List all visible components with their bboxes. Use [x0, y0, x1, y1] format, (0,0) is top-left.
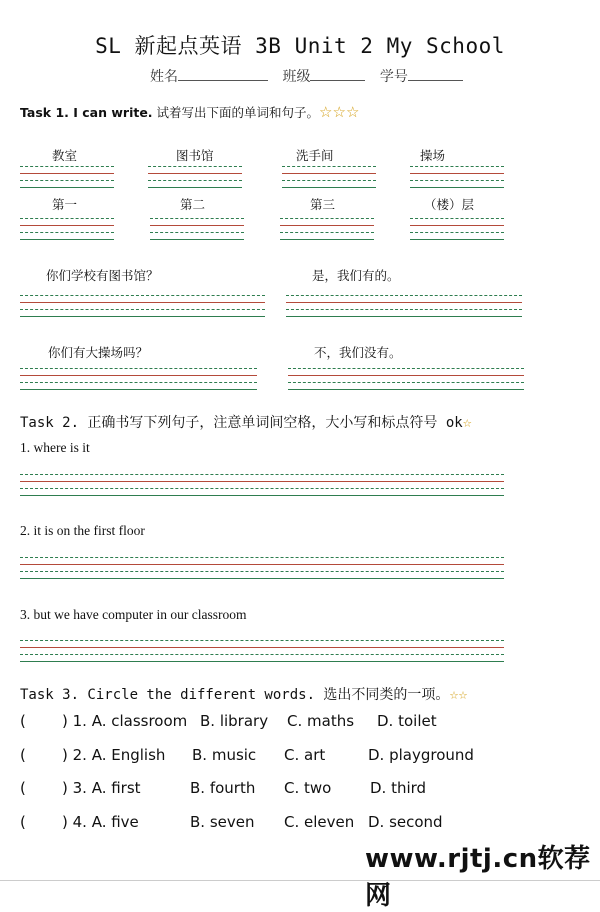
- option-d: D. playground: [368, 746, 474, 764]
- option-b: B. seven: [190, 813, 255, 831]
- writing-lines[interactable]: [20, 295, 265, 323]
- task2-item-3: 3. but we have computer in our classroom: [20, 607, 247, 622]
- worksheet-title: SL 新起点英语 3B Unit 2 My School: [95, 34, 505, 58]
- writing-lines[interactable]: [286, 295, 522, 323]
- question-number-option-a: ) 1. A. classroom: [62, 712, 188, 730]
- site-watermark: www.rjtj.cn软荐网: [365, 844, 591, 911]
- page-divider: [0, 880, 600, 881]
- answer-bracket[interactable]: (: [20, 746, 26, 764]
- answer-bracket[interactable]: (: [20, 712, 26, 730]
- sentence-cn-2: 是，我们有的。: [312, 268, 400, 283]
- writing-lines[interactable]: [20, 640, 504, 668]
- answer-bracket[interactable]: (: [20, 779, 26, 797]
- option-c: C. two: [284, 779, 332, 797]
- task2-heading: [20, 412, 472, 432]
- word-classroom: 教室: [52, 148, 78, 163]
- task2-item-2: 2. it is on the first floor: [20, 523, 145, 538]
- writing-lines[interactable]: [410, 218, 504, 246]
- option-c: C. art: [284, 746, 326, 764]
- student-info-bar: [150, 66, 473, 86]
- task3-heading: [20, 684, 468, 704]
- writing-lines[interactable]: [20, 166, 114, 194]
- task3-heading-text: Task 3. Circle the different words. 选出不同类的一项。: [20, 687, 450, 703]
- question-number-option-a: ) 3. A. first: [62, 779, 141, 797]
- number-label: 学号: [379, 69, 408, 85]
- writing-lines[interactable]: [282, 166, 376, 194]
- word-floor: （楼）层: [424, 197, 475, 212]
- option-b: B. music: [192, 746, 257, 764]
- question-number-option-a: ) 4. A. five: [62, 813, 139, 831]
- writing-lines[interactable]: [288, 368, 524, 396]
- star-icon: ☆: [462, 413, 472, 431]
- writing-lines[interactable]: [20, 474, 504, 502]
- option-c: C. eleven: [284, 813, 355, 831]
- option-c: C. maths: [287, 712, 355, 730]
- answer-bracket[interactable]: (: [20, 813, 26, 831]
- task2-item-1: 1. where is it: [20, 440, 90, 455]
- class-blank[interactable]: [310, 66, 365, 81]
- star-icon: ☆☆☆: [319, 103, 360, 121]
- sentence-cn-3: 你们有大操场吗？: [48, 345, 149, 360]
- writing-lines[interactable]: [20, 218, 114, 246]
- writing-lines[interactable]: [20, 368, 257, 396]
- word-second: 第二: [180, 197, 206, 212]
- word-playground: 操场: [420, 148, 446, 163]
- question-number-option-a: ) 2. A. English: [62, 746, 166, 764]
- name-blank[interactable]: [178, 66, 268, 81]
- word-first: 第一: [52, 197, 78, 212]
- class-label: 班级: [282, 69, 311, 85]
- option-b: B. library: [200, 712, 269, 730]
- task1-heading-cn: 试着写出下面的单词和句子。: [152, 105, 320, 120]
- number-blank[interactable]: [408, 66, 463, 81]
- option-b: B. fourth: [190, 779, 256, 797]
- task2-heading-text: Task 2. 正确书写下列句子，注意单词间空格，大小写和标点符号 ok: [20, 415, 463, 431]
- writing-lines[interactable]: [148, 166, 242, 194]
- writing-lines[interactable]: [20, 557, 504, 585]
- writing-lines[interactable]: [280, 218, 374, 246]
- option-d: D. third: [370, 779, 427, 797]
- star-icon: ☆☆: [449, 685, 468, 703]
- task1-heading-en: Task 1. I can write.: [20, 105, 153, 120]
- writing-lines[interactable]: [150, 218, 244, 246]
- sentence-cn-1: 你们学校有图书馆？: [46, 268, 159, 283]
- word-library: 图书馆: [176, 148, 214, 163]
- word-third: 第三: [310, 197, 336, 212]
- word-washroom: 洗手间: [296, 148, 334, 163]
- task1-heading: [20, 103, 359, 121]
- option-d: D. second: [368, 813, 443, 831]
- name-label: 姓名: [150, 69, 178, 85]
- option-d: D. toilet: [377, 712, 437, 730]
- sentence-cn-4: 不，我们没有。: [314, 345, 402, 360]
- writing-lines[interactable]: [410, 166, 504, 194]
